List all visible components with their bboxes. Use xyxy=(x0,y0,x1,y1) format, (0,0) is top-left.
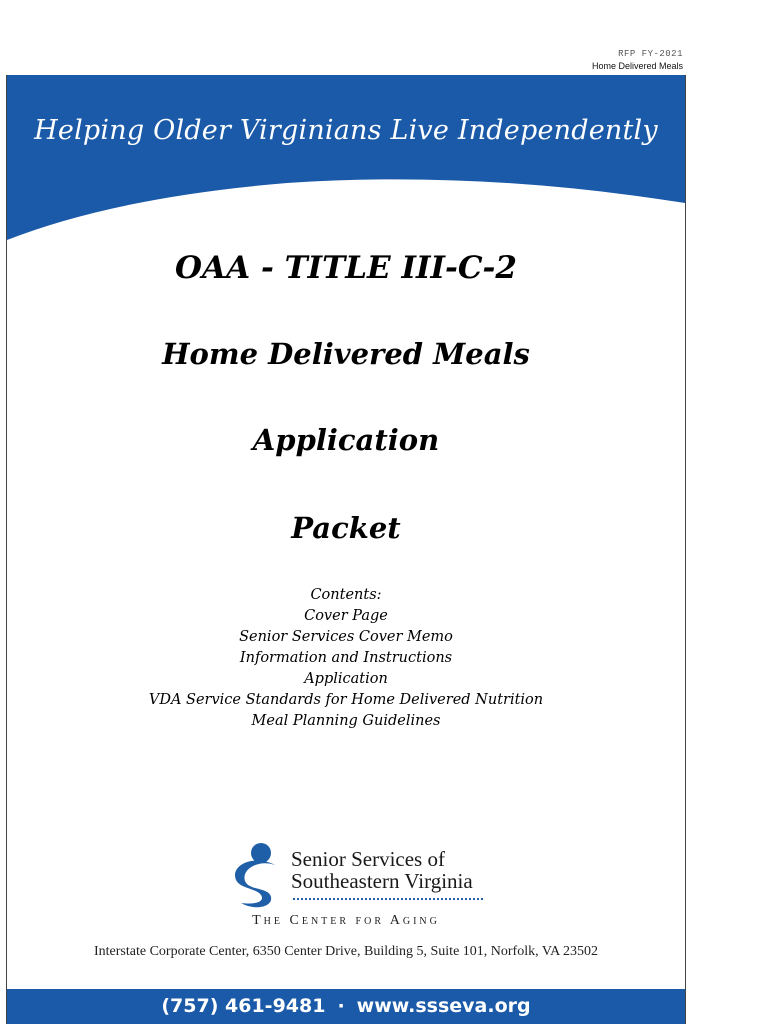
contents-item: VDA Service Standards for Home Delivered Nutrition xyxy=(148,692,544,708)
title-packet: Packet xyxy=(291,511,401,545)
logo-divider xyxy=(293,898,483,900)
footer-bar xyxy=(7,989,685,1024)
organization-name-line1: Senior Services of xyxy=(291,847,445,871)
title-program: OAA - TITLE III-C-2 xyxy=(175,250,517,286)
footer-website[interactable]: www.ssseva.org xyxy=(356,995,531,1017)
organization-tagline: The Center for Aging xyxy=(252,913,440,928)
contents-item: Senior Services Cover Memo xyxy=(239,629,453,645)
contents-item: Information and Instructions xyxy=(239,650,453,666)
rfp-code: RFP FY-2021 xyxy=(618,49,683,59)
organization-name-line2: Southeastern Virginia xyxy=(291,869,473,893)
organization-name xyxy=(291,848,473,892)
organization-address: Interstate Corporate Center, 6350 Center Drive, Building 5, Suite 101, Norfolk, VA 23502 xyxy=(93,944,598,959)
banner-tagline: Helping Older Virginians Live Independently xyxy=(34,115,658,146)
cover-page xyxy=(6,75,686,1024)
title-service: Home Delivered Meals xyxy=(162,337,530,371)
contents-list xyxy=(7,585,685,732)
title-application: Application xyxy=(252,423,440,457)
contents-item: Application xyxy=(304,671,388,687)
ssseva-logo-icon xyxy=(231,841,291,911)
footer-separator: · xyxy=(337,995,345,1017)
contents-item: Meal Planning Guidelines xyxy=(251,713,441,729)
top-banner xyxy=(7,75,685,245)
rfp-subtitle: Home Delivered Meals xyxy=(591,61,683,71)
footer-phone: (757) 461-9481 xyxy=(161,995,326,1017)
rfp-header xyxy=(592,48,683,72)
contents-item: Cover Page xyxy=(304,608,388,624)
contents-heading: Contents: xyxy=(310,587,382,603)
